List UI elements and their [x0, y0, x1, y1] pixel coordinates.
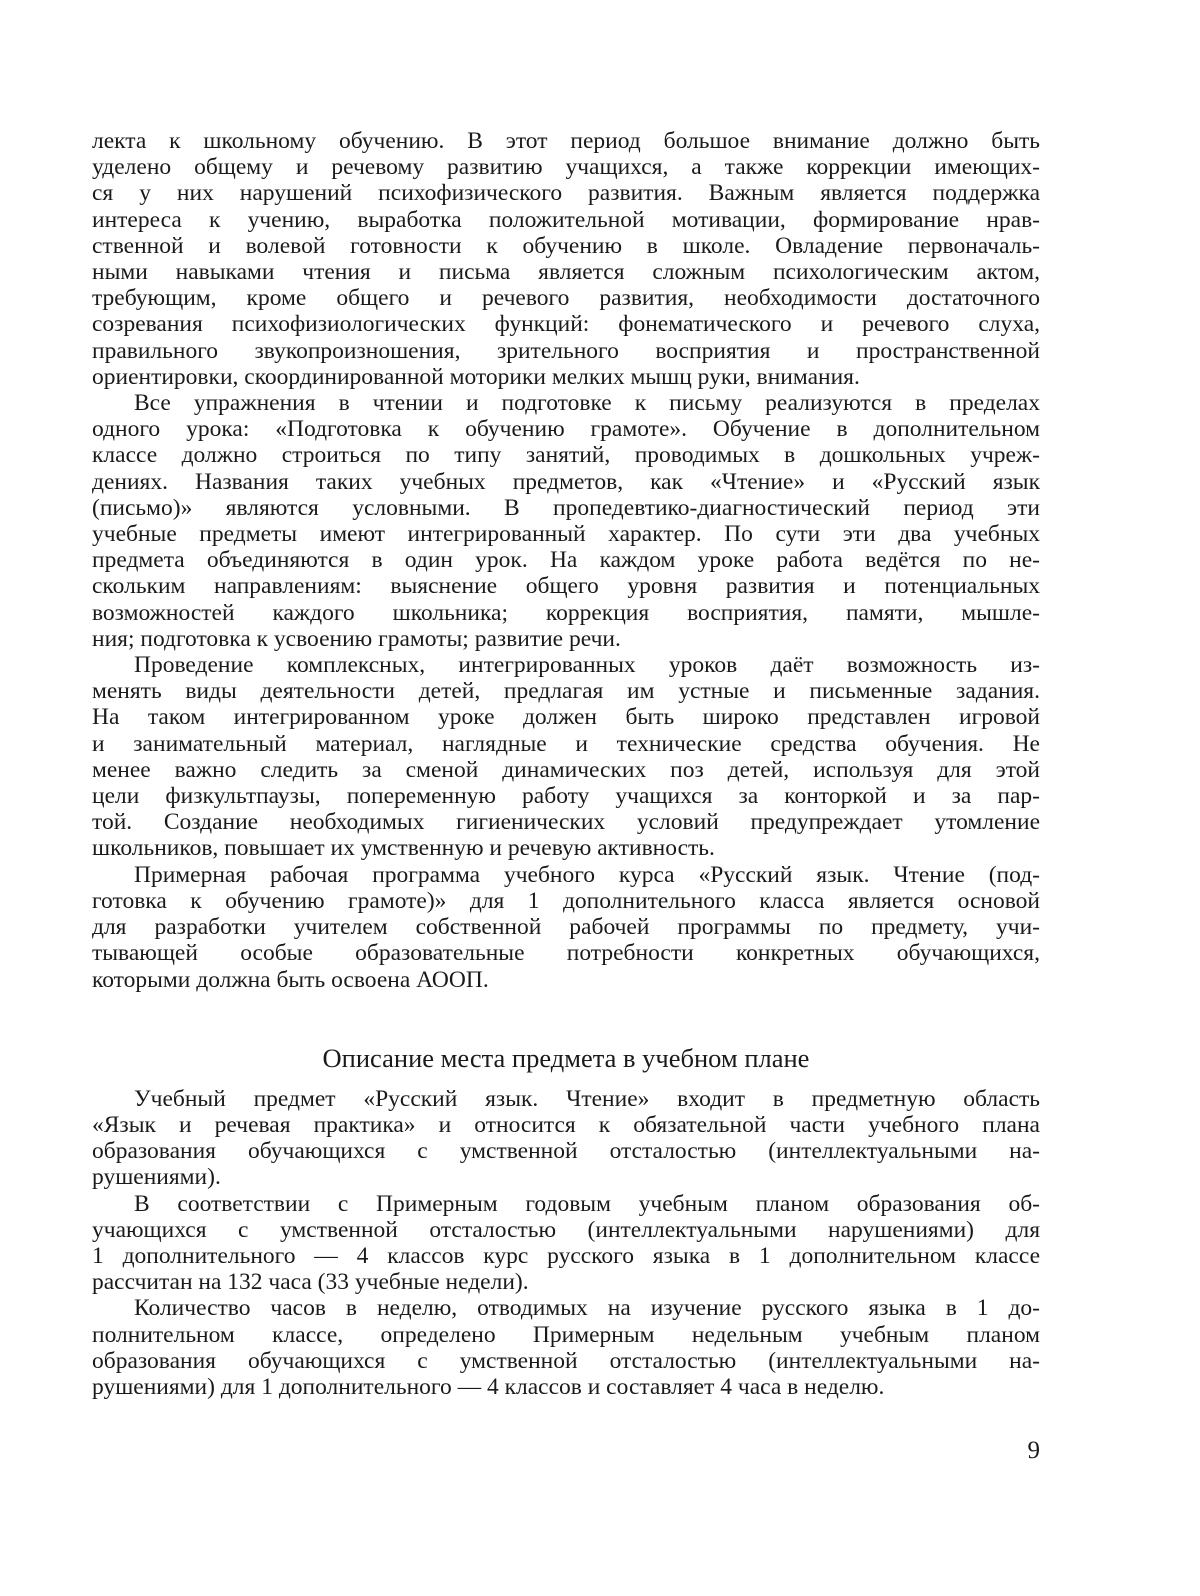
- text-line: учающихся с умственной отсталостью (интеллектуальными нарушениями) для: [92, 1216, 1040, 1243]
- text-line: рушениями).: [92, 1164, 221, 1191]
- text-line: ся у них нарушений психофизического развития. Важным является поддержка: [92, 180, 1040, 207]
- section-heading: Описание места предмета в учебном плане: [322, 1042, 810, 1073]
- text-line: школьников, повышает их умственную и речевую активность.: [92, 835, 715, 862]
- text-line: скольким направлениям: выяснение общего уровня развития и потенциальных: [92, 573, 1040, 600]
- text-line: готовка к обучению грамоте)» для 1 дополнительного класса является основой: [92, 887, 1040, 914]
- text-line: ственной и волевой готовности к обучению в школе. Овладение первоначаль-: [92, 232, 1040, 259]
- page-number: 9: [1027, 1437, 1040, 1464]
- text-line: Учебный предмет «Русский язык. Чтение» входит в предметную область: [134, 1085, 1040, 1112]
- paragraph: [92, 1086, 1040, 1191]
- paragraph: [92, 1295, 1040, 1400]
- paragraph: [92, 862, 1040, 993]
- text-line: На таком интегрированном уроке должен быть широко представлен игровой: [92, 704, 1040, 731]
- text-line: ния; подготовка к усвоению грамоты; развитие речи.: [92, 625, 621, 652]
- text-line: Все упражнения в чтении и подготовке к письму реализуются в пределах: [134, 390, 1040, 417]
- text-line: рушениями) для 1 дополнительного — 4 классов и составляет 4 часа в неделю.: [92, 1373, 885, 1400]
- text-line: «Язык и речевая практика» и относится к обязательной части учебного плана: [92, 1111, 1040, 1138]
- paragraph: [92, 1191, 1040, 1296]
- paragraph: [92, 128, 1040, 390]
- text-line: Примерная рабочая программа учебного курса «Русский язык. Чтение (под-: [134, 861, 1040, 888]
- text-line: правильного звукопроизношения, зрительного восприятия и пространственной: [92, 337, 1040, 364]
- page-body: [92, 128, 1040, 1400]
- text-line: уделено общему и речевому развитию учащихся, а также коррекции имеющих-: [92, 154, 1040, 181]
- paragraph: [92, 390, 1040, 652]
- text-line: для разработки учителем собственной рабочей программы по предмету, учи-: [92, 914, 1040, 941]
- paragraph: [92, 652, 1040, 862]
- text-line: интереса к учению, выработка положительной мотивации, формирование нрав-: [92, 206, 1040, 233]
- text-line: Проведение комплексных, интегрированных уроков даёт возможность из-: [134, 652, 1040, 679]
- top-paragraphs: [92, 128, 1040, 993]
- text-line: цели физкультпаузы, попеременную работу учащихся за конторкой и за пар-: [92, 783, 1040, 810]
- text-line: менее важно следить за сменой динамических поз детей, используя для этой: [92, 756, 1040, 783]
- text-line: Количество часов в неделю, отводимых на изучение русского языка в 1 до-: [134, 1295, 1040, 1322]
- text-line: В соответствии с Примерным годовым учебным планом образования об-: [134, 1190, 1040, 1217]
- text-line: 1 дополнительного — 4 классов курс русского языка в 1 дополнительном классе: [92, 1242, 1040, 1269]
- text-line: дениях. Названия таких учебных предметов, как «Чтение» и «Русский язык: [92, 468, 1040, 495]
- text-line: полнительном классе, определено Примерным недельным учебным планом: [92, 1321, 1040, 1348]
- text-line: образования обучающихся с умственной отсталостью (интеллектуальными на-: [92, 1138, 1040, 1165]
- text-line: той. Создание необходимых гигиенических условий предупреждает утомление: [92, 809, 1040, 836]
- text-line: рассчитан на 132 часа (33 учебные недели).: [92, 1269, 529, 1296]
- text-line: ориентировки, скоординированной моторики мелких мышц руки, внимания.: [92, 363, 860, 390]
- text-line: классе должно строиться по типу занятий, проводимых в дошкольных учреж-: [92, 442, 1040, 469]
- bottom-paragraphs: [92, 1086, 1040, 1400]
- text-line: (письмо)» являются условными. В пропедевтико-диагностический период эти: [92, 494, 1040, 521]
- text-line: требующим, кроме общего и речевого развития, необходимости достаточного: [92, 285, 1040, 312]
- text-line: которыми должна быть освоена АООП.: [92, 966, 489, 993]
- text-line: лекта к школьному обучению. В этот период большое внимание должно быть: [92, 128, 1040, 154]
- text-line: предмета объединяются в один урок. На каждом уроке работа ведётся по не-: [92, 547, 1040, 574]
- text-line: и занимательный материал, наглядные и технические средства обучения. Не: [92, 730, 1040, 757]
- text-line: одного урока: «Подготовка к обучению грамоте». Обучение в дополнительном: [92, 416, 1040, 443]
- text-line: ными навыками чтения и письма является сложным психологическим актом,: [92, 259, 1040, 286]
- text-line: тывающей особые образовательные потребности конкретных обучающихся,: [92, 940, 1040, 967]
- text-line: учебные предметы имеют интегрированный характер. По сути эти два учебных: [92, 521, 1040, 548]
- text-line: возможностей каждого школьника; коррекция восприятия, памяти, мышле-: [92, 599, 1040, 626]
- text-line: созревания психофизиологических функций: фонематического и речевого слуха,: [92, 311, 1040, 338]
- text-line: менять виды деятельности детей, предлагая им устные и письменные задания.: [92, 678, 1040, 705]
- text-line: образования обучающихся с умственной отсталостью (интеллектуальными на-: [92, 1347, 1040, 1374]
